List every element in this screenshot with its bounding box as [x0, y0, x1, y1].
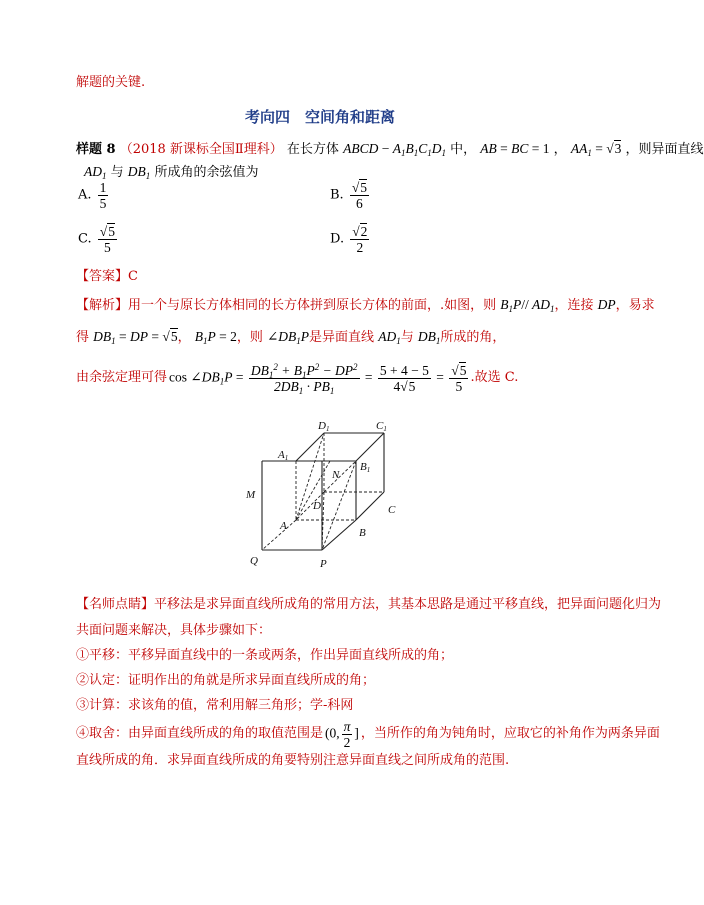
math-db1-dp: $DB_1$ = DP = √5: [93, 329, 178, 346]
question-text: ，: [553, 142, 567, 157]
option-d-label: D.: [330, 231, 345, 247]
math-ad1: $AD_1$: [84, 164, 107, 181]
math-parallel: $B_1P//$ $AD_1$: [500, 297, 555, 314]
math-angle: $\angle DB_1P$: [266, 329, 310, 346]
analysis-text: ，连接: [554, 298, 594, 313]
option-c: [78, 224, 119, 255]
question-text: 与: [110, 165, 124, 180]
option-a-value: $\frac{1}{5}$: [99, 180, 107, 211]
example-question-line1: [76, 140, 704, 159]
math-ad1b: $AD_1$: [378, 329, 401, 346]
figure-label-n: N: [332, 469, 340, 481]
analysis-line2: 得 $DB_1$ = DP = √5， $B_1P = 2$，则 $\angle DB_1P$是异面直线 $AD_1$与 $DB_1$所成的角，: [76, 329, 506, 346]
previous-line: 解题的关键.: [76, 75, 146, 90]
tips-step4-cont: 直线所成的角．求异面直线所成的角要特别注意异面直线之间所成角的范围.: [76, 753, 510, 768]
analysis-text: 由余弦定理可得: [76, 370, 168, 385]
option-d-value: $\frac{√2}{2}$: [352, 224, 368, 255]
tips-step4: [76, 716, 660, 752]
option-b-value: $\frac{√5}{6}$: [351, 180, 367, 211]
tips-line1: [76, 596, 661, 614]
answer-line: [76, 268, 138, 286]
figure-label-d1: D1: [318, 420, 330, 433]
math-dp: DP: [597, 297, 616, 312]
math-cuboid: ABCD − $A_1B_1C_1D_1$: [343, 141, 446, 158]
tips-text: ，当所作的角为钝角时，应取它的补角作为两条异面: [360, 726, 660, 741]
tips-text: 平移法是求异面直线所成角的常用方法，其基本思路是通过平移直线，把异面问题化归为: [154, 597, 662, 612]
analysis-text: 是异面直线: [309, 330, 375, 345]
option-b-label: B.: [330, 187, 344, 203]
figure-label-b: B: [359, 527, 366, 539]
tips-step1: ①平移：平移异面直线中的一条或两条，作出异面直线所成的角；: [76, 648, 454, 663]
math-ab-bc: AB = BC = 1: [480, 141, 550, 156]
figure-label-m: M: [246, 489, 256, 501]
option-a: [78, 180, 110, 211]
figure-label-a1: A1: [278, 449, 289, 462]
answer-label: 【答案】: [76, 269, 129, 284]
example-source: （2018 新课标全国Ⅱ理科）: [119, 142, 283, 157]
figure-label-c: C: [388, 504, 396, 516]
figure-label-b1: B1: [360, 461, 371, 474]
analysis-text: 与: [400, 330, 414, 345]
example-label: 样题 8: [76, 142, 116, 157]
section-title: 考向四 空间角和距离: [244, 108, 395, 126]
analysis-label: 【解析】: [76, 298, 129, 313]
figure-label-p: P: [320, 558, 327, 570]
figure-label-q: Q: [250, 555, 258, 567]
option-c-label: C.: [78, 231, 92, 247]
cuboid-figure: [236, 416, 406, 576]
analysis-text: .故选 C.: [470, 370, 519, 385]
analysis-text: 所成的角，: [440, 330, 506, 345]
figure-label-d: D: [313, 500, 321, 512]
option-a-label: A.: [78, 187, 92, 203]
question-text: 在长方体: [286, 142, 339, 157]
analysis-text: ，则: [236, 330, 263, 345]
question-text: 所成角的余弦值为: [154, 165, 259, 180]
answer-value: C: [128, 269, 138, 284]
analysis-text: 得: [76, 330, 90, 345]
question-text: 中，: [450, 142, 477, 157]
tips-step3: ③计算：求该角的值，常利用解三角形；学-科网: [76, 698, 354, 713]
tips-line2: 共面问题来解决，具体步骤如下：: [76, 623, 272, 638]
tips-text: ④取舍：由异面直线所成的角的取值范围是: [76, 726, 324, 741]
option-c-value: $\frac{√5}{5}$: [99, 224, 115, 255]
math-aa1: $AA_1 = √3$: [570, 141, 622, 158]
analysis-text: 用一个与原长方体相同的长方体拼到原长方体的前面，.如图，则: [128, 298, 497, 313]
tips-label: 【名师点睛】: [76, 597, 155, 612]
analysis-line3: [76, 358, 518, 398]
math-db1: $DB_1$: [127, 164, 151, 181]
option-d: [330, 224, 371, 255]
math-db1b: $DB_1$: [417, 329, 441, 346]
analysis-line1: [76, 296, 655, 315]
math-b1p: $B_1P = 2$: [194, 329, 237, 346]
math-range: (0, $\frac{\pi}{2}$ ]: [325, 718, 359, 750]
math-cos-formula: $\cos \angle DB_1P$ = $\frac{DB_1^2 + B_1P^2 - DP^2}{2DB_1 \cdot PB_1}$ = $\frac{5 + 4 - 5}{4√5}$ = $\frac{√5}{5}$: [169, 361, 467, 396]
figure-label-c1: C1: [376, 420, 387, 433]
figure-label-a: A: [280, 520, 287, 532]
tips-step2: ②认定：证明作出的角就是所求异面直线所成的角；: [76, 673, 376, 688]
analysis-text: ，易求: [615, 298, 655, 313]
option-b: [330, 180, 371, 211]
question-text: ，则异面直线: [625, 142, 704, 157]
